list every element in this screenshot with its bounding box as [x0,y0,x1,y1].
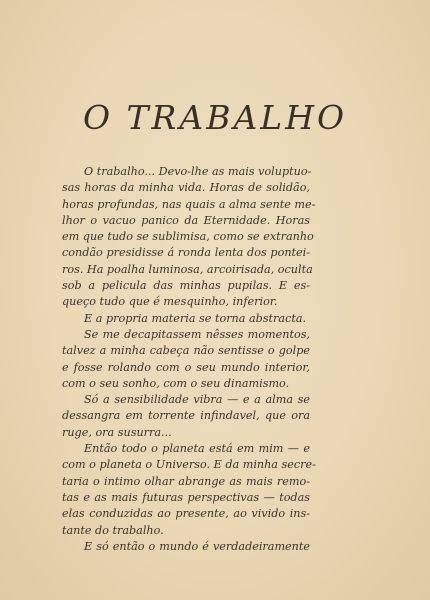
paragraph [62,441,316,539]
text-line: dessangra em torrente infindavel, que ora [62,409,310,423]
paragraph [62,327,310,392]
text-line: queço tudo que é mesquinho, inferior. [62,295,278,309]
text-line: e fosse rolando com o seu mundo interior, [62,360,310,374]
text-line: tante do trabalho. [62,523,164,537]
chapter-body [62,164,316,555]
text-line: tas e as mais futuras perspectivas — todas [62,490,310,504]
paragraph [62,539,310,555]
text-line: condão presidisse á ronda lenta dos pontei- [62,246,310,260]
text-line: Só a sensibilidade vibra — e a alma se [84,393,310,407]
text-line: Então todo o planeta está em mim — e [84,442,310,456]
text-line: taria o intimo olhar abrange as mais remo- [62,474,310,488]
text-line: com o seu sonho, com o seu dinamismo. [62,376,290,390]
text-line: talvez a minha cabeça não sentisse o golpe [62,344,310,358]
text-line: E só então o mundo é verdadeiramente [84,539,310,553]
paragraph [62,164,316,311]
text-line: ruge, ora susurra... [62,425,172,439]
text-line: sob a pelicula das minhas pupilas. E es- [62,279,310,293]
text-line: E a propria materia se torna abstracta. [84,311,307,325]
text-line: horas profundas, nas quais a alma sente me- [62,197,316,211]
text-line: ros. Ha poalha luminosa, arcoirisada, oculta [62,262,313,276]
text-line: elas conduzidas ao presente, ao vivido ins- [62,507,310,521]
paragraph [62,392,310,441]
text-line: O trabalho... Devo-lhe as mais voluptuo- [84,165,312,178]
text-line: em que tudo se sublimisa, como se extranho [62,230,314,244]
chapter-title: O TRABALHO [82,98,348,137]
text-line: sas horas da minha vida. Horas de solidão, [62,181,310,195]
text-line: com o planeta o Universo. E da minha secre- [62,458,316,472]
text-line: Se me decapitassem nêsses momentos, [84,327,310,341]
paragraph [62,311,310,327]
text-line: lhor o vacuo panico da Eternidade. Horas [62,213,310,227]
